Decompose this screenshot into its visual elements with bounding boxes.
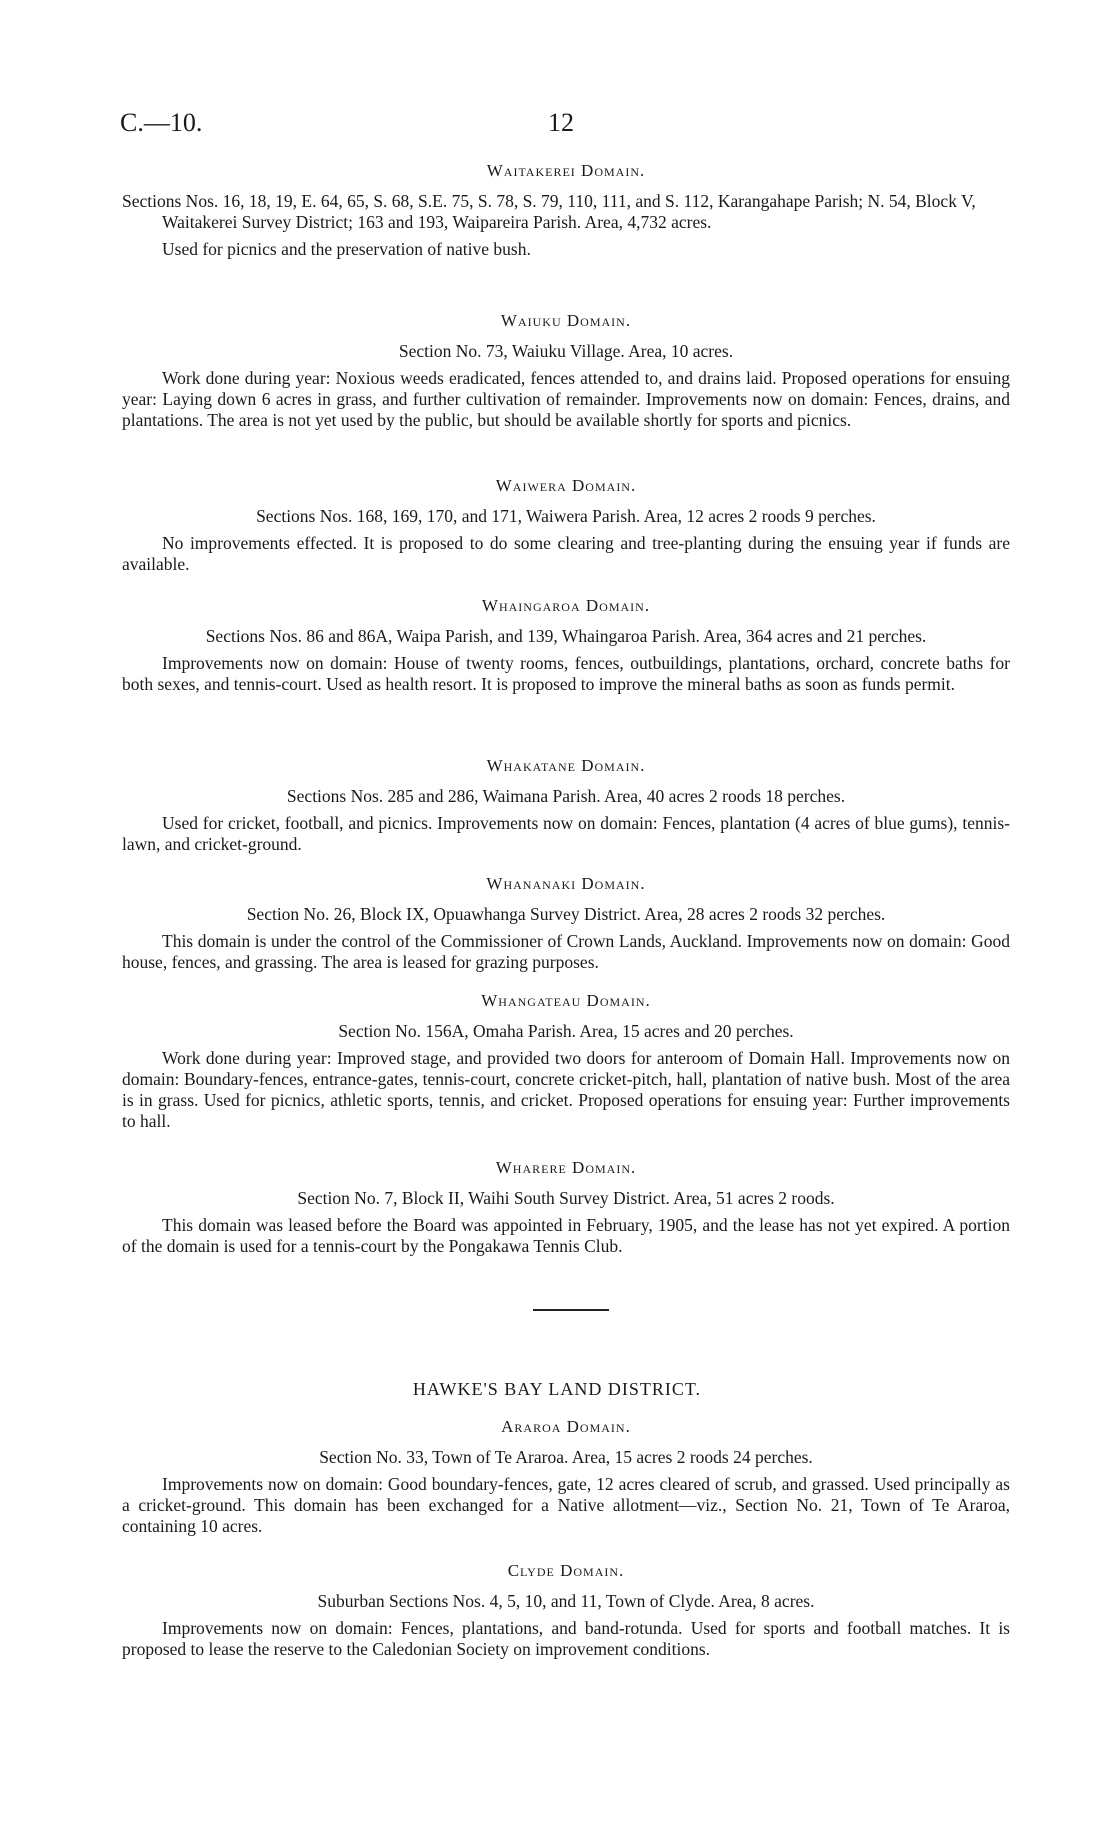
domain-section-waiwera (122, 475, 1010, 575)
section-location: Section No. 33, Town of Te Araroa. Area, 15 acres 2 roods 24 perches. (319, 1447, 813, 1467)
section-divider (533, 1309, 609, 1311)
domain-section-whananaki (122, 873, 1010, 973)
section-text: This domain was leased before the Board was appointed in February, 1905, and the lease has not yet expired. A portion of the domain is used for a tennis-court by the Pongakawa Tennis Club. (122, 1215, 1010, 1256)
domain-section-whangateau (122, 990, 1010, 1132)
domain-section-whaingaroa (122, 595, 1010, 695)
section-heading: Araroa Domain. (501, 1417, 631, 1436)
section-location: Section No. 73, Waiuku Village. Area, 10 acres. (398, 341, 734, 361)
section-text: Work done during year: Noxious weeds eradicated, fences attended to, and drains laid. Proposed operations for ensuing year: Laying down 6 acres in grass, and further cultivation of remainder. Improvements now on domain: Fences, drains, and plantations. The area is not yet used by the public, but should be available shortly for sports and picnics. (122, 368, 1010, 430)
section-location: Section No. 7, Block II, Waihi South Survey District. Area, 51 acres 2 roods. (297, 1188, 835, 1208)
section-heading: Waitakerei Domain. (486, 161, 646, 180)
section-heading: Whananaki Domain. (486, 874, 646, 893)
section-heading: Waiwera Domain. (495, 476, 637, 495)
domain-section-araroa (122, 1416, 1010, 1537)
section-heading: Clyde Domain. (507, 1561, 625, 1580)
domain-section-wharere (122, 1157, 1010, 1257)
page-number: 12 (548, 108, 574, 137)
district-heading: HAWKE'S BAY LAND DISTRICT. (412, 1379, 702, 1399)
section-location: Sections Nos. 168, 169, 170, and 171, Waiwera Parish. Area, 12 acres 2 roods 9 perches. (256, 506, 876, 526)
section-location: Sections Nos. 285 and 286, Waimana Parish. Area, 40 acres 2 roods 18 perches. (286, 786, 846, 806)
section-text: Improvements now on domain: Good boundary-fences, gate, 12 acres cleared of scrub, and grassed. Used principally as a cricket-ground. This domain has been exchanged for a Native allotment—viz., Section No. 21, Town of Te Araroa, containing 10 acres. (122, 1474, 1010, 1536)
section-text: Work done during year: Improved stage, and provided two doors for anteroom of Domain Hall. Improvements now on domain: Boundary-fences, entrance-gates, tennis-court, concrete cricket-pitch, hall, plantation of native bush. Most of the area is in grass. Used for picnics, athletic sports, tennis, and cricket. Proposed operations for ensuing year: Further improvements to hall. (122, 1048, 1010, 1131)
section-location: Section No. 156A, Omaha Parish. Area, 15 acres and 20 perches. (338, 1021, 794, 1041)
domain-section-whakatane (122, 755, 1010, 855)
section-heading: Wharere Domain. (495, 1158, 637, 1177)
section-heading: Whakatane Domain. (486, 756, 646, 775)
section-text: Improvements now on domain: Fences, plantations, and band-rotunda. Used for sports and football matches. It is proposed to lease the reserve to the Caledonian Society on improvement conditions. (122, 1618, 1010, 1659)
section-text: Used for cricket, football, and picnics. Improvements now on domain: Fences, plantation (4 acres of blue gums), tennis-lawn, and cricket-ground. (122, 813, 1010, 854)
domain-section-clyde (122, 1560, 1010, 1660)
section-text: This domain is under the control of the Commissioner of Crown Lands, Auckland. Improvements now on domain: Good house, fences, and grassing. The area is leased for grazing purposes. (122, 931, 1010, 972)
section-text: Improvements now on domain: House of twenty rooms, fences, outbuildings, plantations, orchard, concrete baths for both sexes, and tennis-court. Used as health resort. It is proposed to improve the mineral baths as soon as funds permit. (122, 653, 1010, 694)
section-heading: Whaingaroa Domain. (481, 596, 651, 615)
domain-section-waitakerei (122, 160, 1010, 260)
section-heading: Whangateau Domain. (481, 991, 651, 1010)
section-text: No improvements effected. It is proposed to do some clearing and tree-planting during the ensuing year if funds are available. (122, 533, 1010, 574)
section-location: Suburban Sections Nos. 4, 5, 10, and 11, Town of Clyde. Area, 8 acres. (317, 1591, 815, 1611)
section-location: Sections Nos. 16, 18, 19, E. 64, 65, S. 68, S.E. 75, S. 78, S. 79, 110, 111, and S. 112, Karangahape Parish; N. 54, Block V, Waitakerei Survey District; 163 and 193, Waipareira Parish. Area, 4,732 acres. (122, 191, 976, 232)
section-location: Section No. 26, Block IX, Opuawhanga Survey District. Area, 28 acres 2 roods 32 perches. (246, 904, 886, 924)
section-heading: Waiuku Domain. (500, 311, 632, 330)
document-reference: C.—10. (120, 108, 203, 137)
section-location: Sections Nos. 86 and 86A, Waipa Parish, and 139, Whaingaroa Parish. Area, 364 acres and 21 perches. (205, 626, 927, 646)
domain-section-waiuku (122, 310, 1010, 431)
section-text: Used for picnics and the preservation of native bush. (162, 239, 531, 259)
